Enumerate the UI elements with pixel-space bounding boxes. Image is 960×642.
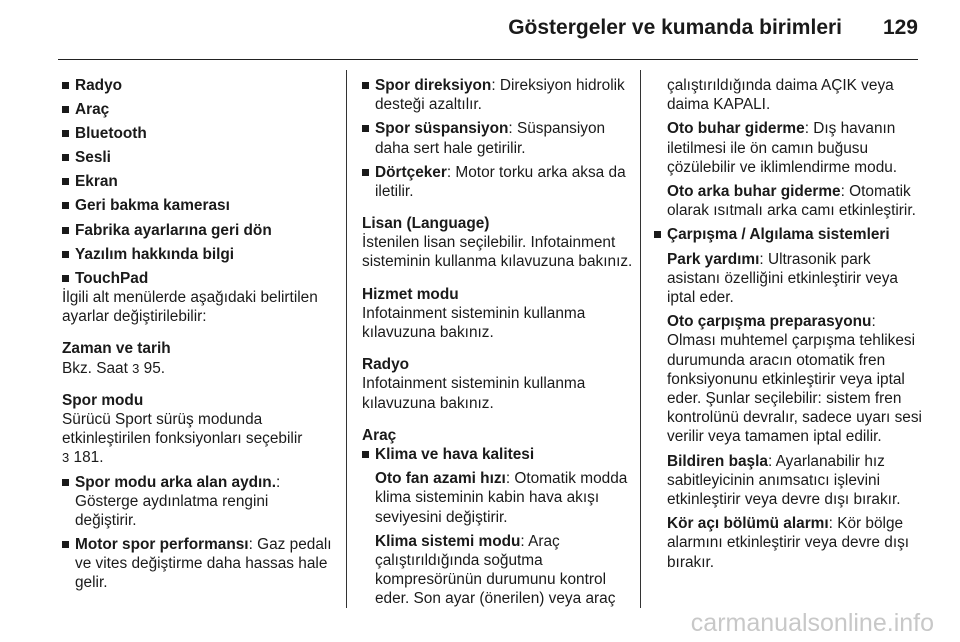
section-heading: Araç — [362, 426, 397, 444]
hizmet-section — [362, 285, 634, 343]
column-divider-2 — [640, 70, 641, 608]
arac-list — [362, 445, 634, 609]
carpisma-list — [654, 225, 926, 571]
list-item: Sesli — [62, 148, 334, 167]
list-item: Araç — [62, 100, 334, 119]
column-3 — [654, 76, 926, 577]
header-divider — [58, 59, 918, 60]
spor-modu-text: Sürücü Sport sürüş modunda etkinleştirilen fonksiyonları seçebilir 3 181. — [62, 410, 303, 467]
spor-modu-section — [62, 391, 334, 593]
column-2 — [362, 76, 634, 614]
list-item: Fabrika ayarlarına geri dön — [62, 221, 334, 240]
fan-text: Oto fan azami hızı: Otomatik modda klima sisteminin kabin hava akışı seviyesini değiştirir. — [375, 470, 628, 526]
list-item: Klima ve hava kalitesi Oto fan azami hızı: Otomatik modda klima sisteminin kabin hava akışı seviyesini değiştirir. Klima sistemi modu: Araç çalıştırıldığında soğutma kompresörünün durumunu kontrol eder. Son ayar (önerilen) veya araç — [362, 445, 634, 609]
spor-features-list — [362, 76, 634, 201]
page-header — [0, 0, 960, 62]
arka-buhar-text: Oto arka buhar giderme: Otomatik olarak ısıtmalı arka camı etkinleştirir. — [667, 183, 916, 220]
list-item: Geri bakma kamerası — [62, 196, 334, 215]
hizmet-text: Infotainment sisteminin kullanma kılavuzuna bakınız. — [362, 304, 586, 342]
column-1 — [62, 76, 334, 598]
list-item: Spor direksiyon: Direksiyon hidrolik desteği azaltılır. — [362, 76, 634, 114]
page-number: 129 — [882, 16, 918, 39]
watermark: carmanualsonline.info — [690, 609, 934, 637]
section-heading: Zaman ve tarih — [62, 340, 171, 358]
section-heading: Hizmet modu — [362, 285, 459, 303]
zaman-text: Bkz. Saat 3 95. — [62, 359, 166, 377]
section-heading: Spor modu — [62, 391, 144, 409]
list-item: Dörtçeker: Motor torku arka aksa da iletilir. — [362, 163, 634, 201]
list-item: TouchPad — [62, 269, 334, 288]
section-heading: Radyo — [362, 356, 410, 374]
section-heading: Lisan (Language) — [362, 215, 490, 232]
lisan-text: İstenilen lisan seçilebilir. Infotainment sisteminin kullanma kılavuzuna bakınız. — [362, 234, 633, 271]
list-item: Radyo — [62, 76, 334, 95]
list-item: Bluetooth — [62, 124, 334, 143]
radyo-section — [362, 355, 634, 413]
arrow-icon: 3 — [132, 360, 140, 376]
list-item: Çarpışma / Algılama sistemleri Park yardımı: Ultrasonik park asistanı özelliğini etkinleştirir veya iptal eder. Oto çarpışma preparasyonu: Olması muhtemel çarpışma tehlikesi durumunda aracın otomatik fren fonksiyonunu etkinleştirir veya iptal eder. Şunlar seçilebilir: sistem fren kontrolünü devralır, sadece uyarı sesi verilir veya tamamen iptal edilir. Bildiren başla: Ayarlanabilir hız sabitleyicinin anımsatıcı işlevini etkinleştirir veya devre dışı bırakır. Kör açı bölümü alarmı: Kör bölge alarmını etkinleştirir veya devre dışı bırakır. — [654, 225, 926, 571]
page-title: Göstergeler ve kumanda birimleri — [508, 16, 842, 39]
intro-text: İlgili alt menülerde aşağıdaki belirtilen ayarlar değiştirilebilir: — [62, 288, 318, 326]
bildiren-text: Bildiren başla: Ayarlanabilir hız sabitleyicinin anımsatıcı işlevini etkinleştirir veya devre dışı bırakır. — [667, 452, 901, 509]
continuation-text: çalıştırıldığında daima AÇIK veya daima KAPALI. — [667, 77, 894, 114]
list-item: Yazılım hakkında bilgi — [62, 245, 334, 264]
arac-section — [362, 426, 634, 609]
column-divider-1 — [346, 70, 347, 608]
buhar-text: Oto buhar giderme: Dış havanın iletilmesi ile ön camın buğusu çözülebilir ve iklimlendirme modu. — [667, 120, 898, 176]
klima-continuation — [654, 76, 926, 220]
lisan-section — [362, 214, 634, 272]
oto-carpisma-text: Oto çarpışma preparasyonu: Olması muhtemel çarpışma tehlikesi durumunda aracın otomatik fren fonksiyonunu etkinleştirir veya iptal eder. Şunlar seçilebilir: sistem fren kontrolünü devralır, sadece uyarı sesi verilir veya tamamen iptal edilir. — [667, 313, 922, 446]
kor-aci-text: Kör açı bölümü alarmı: Kör bölge alarmını etkinleştirir veya devre dışı bırakır. — [667, 515, 910, 571]
klima-sistemi-text: Klima sistemi modu: Araç çalıştırıldığında soğutma kompresörünün durumunu kontrol eder. Son ayar (önerilen) veya araç — [375, 532, 616, 608]
spor-modu-list — [62, 473, 334, 593]
park-text: Park yardımı: Ultrasonik park asistanı özelliğini etkinleştirir veya iptal eder. — [667, 250, 898, 307]
radyo-text: Infotainment sisteminin kullanma kılavuzuna bakınız. — [362, 375, 586, 412]
zaman-section — [62, 339, 334, 377]
list-item: Spor modu arka alan aydın.: Gösterge aydınlatma rengini değiştirir. — [62, 473, 334, 531]
list-item: Motor spor performansı: Gaz pedalı ve vites değiştirme daha hassas hale gelir. — [62, 535, 334, 593]
menu-list — [62, 76, 334, 288]
arrow-icon: 3 — [62, 450, 70, 466]
list-item: Spor süspansiyon: Süspansiyon daha sert hale getirilir. — [362, 119, 634, 157]
list-item: Ekran — [62, 172, 334, 191]
